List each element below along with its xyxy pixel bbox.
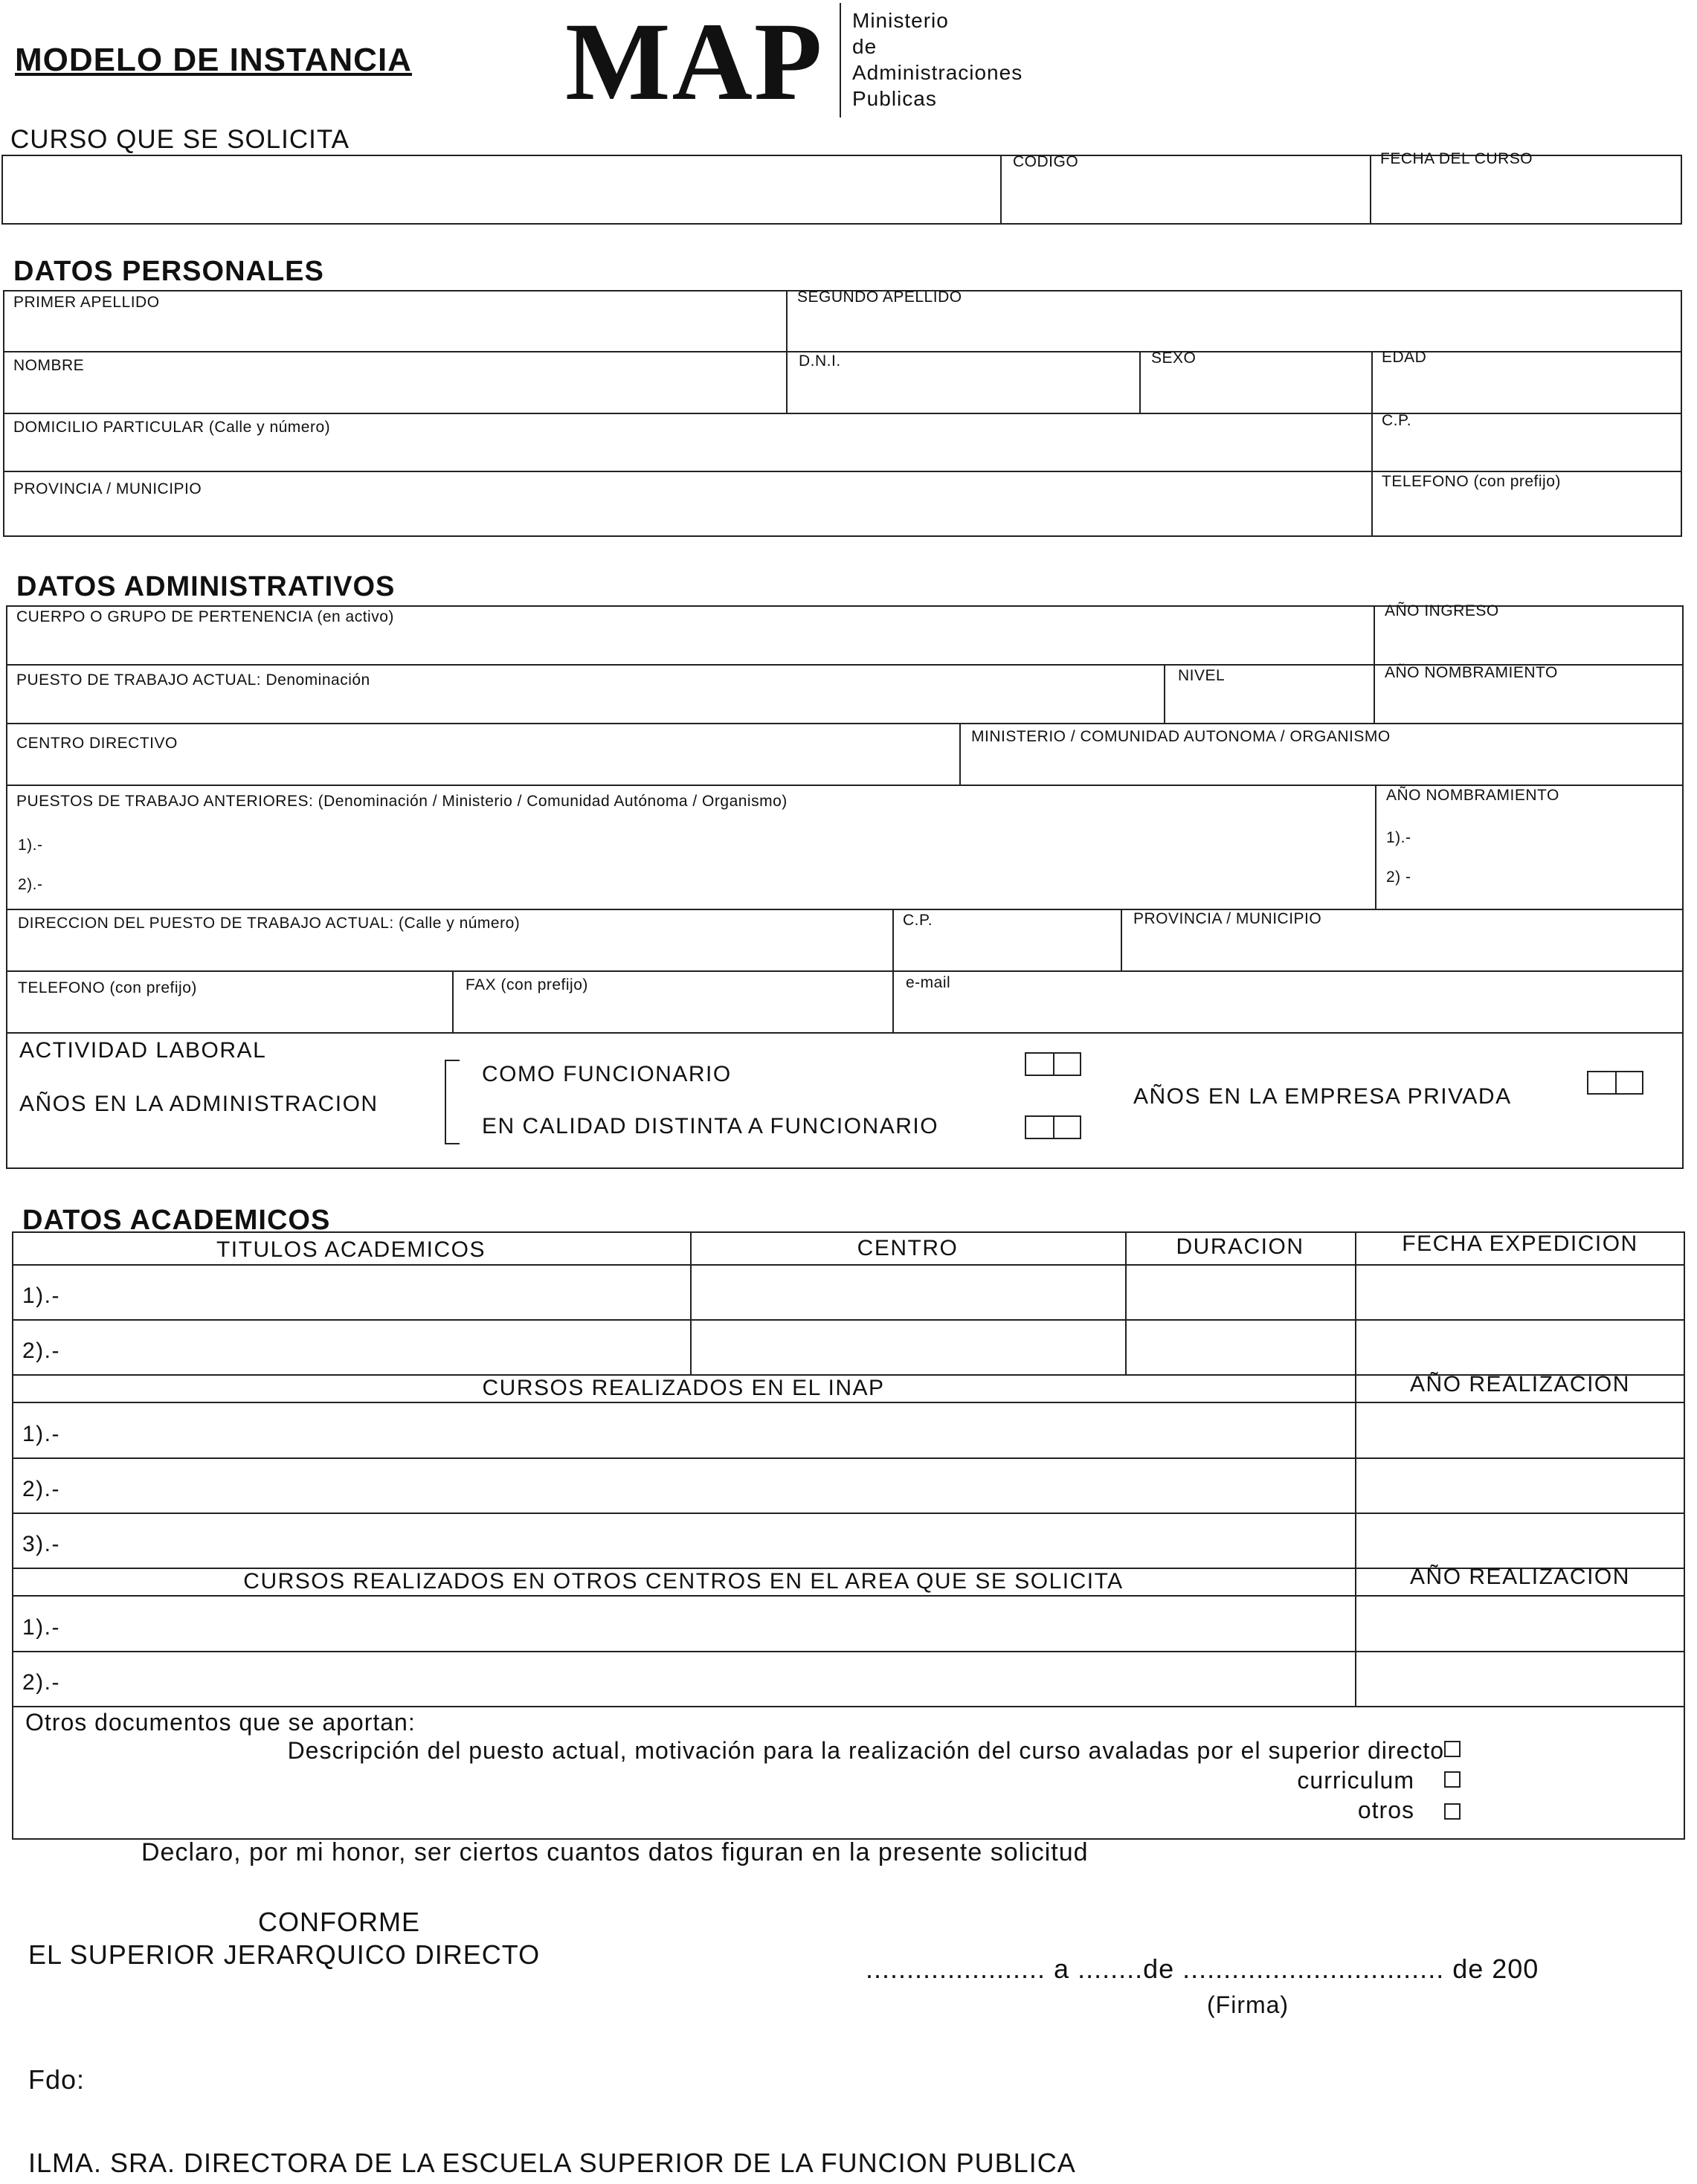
ministry-name bbox=[852, 7, 1023, 112]
ano-ingreso-input[interactable] bbox=[1382, 631, 1678, 660]
divider bbox=[12, 1402, 1685, 1403]
divider bbox=[1375, 785, 1376, 909]
fecha-curso-input[interactable] bbox=[1377, 178, 1678, 217]
superior-label: EL SUPERIOR JERARQUICO DIRECTO bbox=[28, 1939, 541, 1970]
direccion-cp-label: C.P. bbox=[903, 912, 933, 929]
divider bbox=[786, 290, 788, 413]
nombramiento-1-label: 1).- bbox=[1386, 829, 1411, 846]
actividad-laboral-label: ACTIVIDAD LABORAL bbox=[19, 1038, 267, 1063]
codigo-label: CODIGO bbox=[1013, 153, 1079, 170]
puesto-input[interactable] bbox=[13, 692, 1158, 720]
nombramiento-1-input[interactable] bbox=[1420, 822, 1676, 850]
divider bbox=[12, 1595, 1685, 1597]
ano-ingreso-label: AÑO INGRESO bbox=[1385, 602, 1499, 619]
puestos-anteriores-label: PUESTOS DE TRABAJO ANTERIORES: (Denominación / Ministerio / Comunidad Autónoma / Organismo) bbox=[16, 793, 788, 810]
domicilio-input[interactable] bbox=[10, 439, 1367, 468]
nombramiento-2-input[interactable] bbox=[1420, 861, 1676, 889]
divider bbox=[12, 1513, 1685, 1514]
divider bbox=[12, 1264, 1685, 1266]
divider bbox=[6, 785, 1684, 786]
curso-heading: CURSO QUE SE SOLICITA bbox=[10, 125, 350, 154]
otros-row-1: 1).- bbox=[22, 1615, 60, 1640]
divider bbox=[12, 1651, 1685, 1652]
inap-row-1: 1).- bbox=[22, 1422, 60, 1446]
sexo-label: SEXO bbox=[1151, 349, 1197, 367]
nombre-input[interactable] bbox=[10, 378, 779, 409]
divider bbox=[1164, 664, 1165, 723]
direccion-input[interactable] bbox=[15, 937, 888, 967]
divider bbox=[452, 970, 454, 1032]
ano-realizacion-header: AÑO REALIZACION bbox=[1410, 1372, 1630, 1397]
logo-divider bbox=[840, 3, 841, 117]
puesto-anterior-2-input[interactable] bbox=[52, 869, 1364, 897]
telefono-input[interactable] bbox=[1379, 502, 1679, 533]
edad-input[interactable] bbox=[1379, 378, 1679, 409]
puesto-anterior-1-input[interactable] bbox=[52, 829, 1364, 857]
divider bbox=[3, 351, 1682, 352]
ministry-line: Ministerio bbox=[852, 9, 949, 32]
ministerio-input[interactable] bbox=[968, 754, 1678, 782]
direccion-provincia-label: PROVINCIA / MUNICIPIO bbox=[1133, 910, 1322, 927]
divider bbox=[3, 471, 1682, 472]
codigo-input[interactable] bbox=[1008, 178, 1364, 217]
divider bbox=[12, 1319, 1685, 1321]
divider bbox=[3, 413, 1682, 414]
divider bbox=[6, 1032, 1684, 1034]
nivel-input[interactable] bbox=[1173, 692, 1368, 720]
fdo-label: Fdo: bbox=[28, 2064, 86, 2095]
nombre-label: NOMBRE bbox=[13, 357, 85, 374]
primer-apellido-label: PRIMER APELLIDO bbox=[13, 294, 160, 311]
calidad-distinta-label: EN CALIDAD DISTINTA A FUNCIONARIO bbox=[482, 1114, 939, 1138]
empresa-years-boxes[interactable] bbox=[1587, 1071, 1643, 1095]
personales-heading: DATOS PERSONALES bbox=[13, 256, 324, 287]
puesto-anterior-2-label: 2).- bbox=[18, 876, 43, 893]
ministry-line: Publicas bbox=[852, 87, 937, 110]
titulo-row-2: 2).- bbox=[22, 1339, 60, 1363]
divider bbox=[1000, 155, 1002, 225]
trabajo-telefono-label: TELEFONO (con prefijo) bbox=[18, 979, 197, 996]
cp-input[interactable] bbox=[1379, 439, 1679, 468]
page-title: MODELO DE INSTANCIA bbox=[15, 42, 412, 78]
divider bbox=[12, 1457, 1685, 1459]
administrativos-heading: DATOS ADMINISTRATIVOS bbox=[16, 571, 396, 602]
email-label: e-mail bbox=[906, 974, 951, 991]
doc-curriculum-label: curriculum bbox=[1297, 1767, 1414, 1794]
fax-label: FAX (con prefijo) bbox=[466, 976, 588, 993]
ministry-line: de bbox=[852, 35, 878, 58]
ano-realizacion-header-2: AÑO REALIZACION bbox=[1410, 1565, 1630, 1589]
divider bbox=[1370, 155, 1371, 225]
direccion-label: DIRECCION DEL PUESTO DE TRABAJO ACTUAL: (Calle y número) bbox=[18, 915, 521, 932]
col-duracion-header: DURACION bbox=[1176, 1234, 1304, 1259]
divider bbox=[1371, 351, 1373, 537]
divider bbox=[959, 723, 961, 785]
divider bbox=[6, 723, 1684, 724]
centro-directivo-input[interactable] bbox=[13, 754, 953, 782]
empresa-privada-label: AÑOS EN LA EMPRESA PRIVADA bbox=[1133, 1084, 1512, 1109]
fecha-linea: ...................... a ........de ................................ de 200 bbox=[866, 1953, 1539, 1984]
otros-documentos-label: Otros documentos que se aportan: bbox=[25, 1709, 416, 1736]
cuerpo-label: CUERPO O GRUPO DE PERTENENCIA (en activo) bbox=[16, 608, 394, 625]
inap-row-2: 2).- bbox=[22, 1477, 60, 1501]
cp-label: C.P. bbox=[1382, 412, 1412, 429]
fecha-curso-label: FECHA DEL CURSO bbox=[1380, 150, 1533, 167]
divider bbox=[6, 970, 1684, 972]
doc-curriculum-checkbox[interactable] bbox=[1444, 1771, 1461, 1788]
funcionario-years-boxes[interactable] bbox=[1025, 1052, 1081, 1076]
divider bbox=[1374, 605, 1375, 723]
segundo-apellido-label: SEGUNDO APELLIDO bbox=[797, 289, 962, 306]
domicilio-label: DOMICILIO PARTICULAR (Calle y número) bbox=[13, 419, 331, 436]
dni-input[interactable] bbox=[794, 378, 1136, 409]
direccion-provincia-input[interactable] bbox=[1129, 937, 1678, 967]
destinatario-label: ILMA. SRA. DIRECTORA DE LA ESCUELA SUPERIOR DE LA FUNCION PUBLICA bbox=[28, 2148, 1076, 2178]
ministerio-label: MINISTERIO / COMUNIDAD AUTONOMA / ORGANISMO bbox=[971, 728, 1391, 745]
provincia-input[interactable] bbox=[10, 502, 1367, 533]
col-centro-header: CENTRO bbox=[857, 1236, 959, 1260]
doc-descripcion-label: Descripción del puesto actual, motivación para la realización del curso avaladas por el superior directo bbox=[287, 1737, 1444, 1764]
como-funcionario-label: COMO FUNCIONARIO bbox=[482, 1062, 732, 1086]
inap-heading: CURSOS REALIZADOS EN EL INAP bbox=[482, 1376, 885, 1400]
ano-nombramiento-label: AÑO NOMBRAMIENTO bbox=[1385, 664, 1558, 681]
telefono-label: TELEFONO (con prefijo) bbox=[1382, 473, 1561, 490]
col-fecha-header: FECHA EXPEDICION bbox=[1402, 1231, 1638, 1256]
academicos-heading: DATOS ACADEMICOS bbox=[22, 1205, 331, 1236]
puesto-anterior-1-label: 1).- bbox=[18, 837, 43, 854]
col-titulos-header: TITULOS ACADEMICOS bbox=[216, 1237, 486, 1262]
divider bbox=[1139, 351, 1141, 413]
doc-otros-label: otros bbox=[1357, 1797, 1414, 1823]
conforme-label: CONFORME bbox=[258, 1907, 420, 1937]
trabajo-telefono-input[interactable] bbox=[15, 999, 448, 1029]
ministry-line: Administraciones bbox=[852, 61, 1023, 84]
otros-centros-heading: CURSOS REALIZADOS EN OTROS CENTROS EN EL AREA QUE SE SOLICITA bbox=[243, 1569, 1124, 1594]
doc-otros-checkbox[interactable] bbox=[1444, 1803, 1461, 1820]
doc-descripcion-checkbox[interactable] bbox=[1444, 1741, 1461, 1757]
bracket bbox=[445, 1060, 460, 1144]
otros-row-2: 2).- bbox=[22, 1670, 60, 1695]
segundo-apellido-input[interactable] bbox=[794, 316, 1675, 347]
edad-label: EDAD bbox=[1382, 349, 1427, 366]
nombramiento-2-label: 2) - bbox=[1386, 869, 1411, 886]
divider bbox=[12, 1706, 1685, 1707]
titulo-row-1: 1).- bbox=[22, 1283, 60, 1308]
declaracion-text: Declaro, por mi honor, ser ciertos cuantos datos figuran en la presente solicitud bbox=[141, 1838, 1089, 1866]
centro-directivo-label: CENTRO DIRECTIVO bbox=[16, 735, 178, 752]
direccion-cp-input[interactable] bbox=[900, 937, 1117, 967]
email-input[interactable] bbox=[901, 999, 1678, 1029]
divider bbox=[1121, 909, 1122, 970]
divider bbox=[6, 909, 1684, 910]
curso-input[interactable] bbox=[7, 178, 992, 217]
fax-input[interactable] bbox=[461, 999, 888, 1029]
dni-label: D.N.I. bbox=[799, 352, 841, 370]
firma-label: (Firma) bbox=[1207, 1991, 1289, 2018]
ano-nombramiento-anteriores-label: AÑO NOMBRAMIENTO bbox=[1386, 787, 1559, 804]
no-funcionario-years-boxes[interactable] bbox=[1025, 1115, 1081, 1139]
divider bbox=[1355, 1231, 1356, 1706]
primer-apellido-input[interactable] bbox=[10, 316, 779, 347]
sexo-input[interactable] bbox=[1148, 378, 1367, 409]
nivel-label: NIVEL bbox=[1178, 667, 1226, 684]
provincia-label: PROVINCIA / MUNICIPIO bbox=[13, 480, 202, 497]
divider bbox=[892, 909, 894, 1032]
cuerpo-input[interactable] bbox=[13, 631, 1366, 660]
puesto-label: PUESTO DE TRABAJO ACTUAL: Denominación bbox=[16, 671, 370, 689]
inap-row-3: 3).- bbox=[22, 1532, 60, 1556]
ano-nombramiento-input[interactable] bbox=[1382, 692, 1678, 720]
map-logo: MAP bbox=[565, 0, 824, 123]
anos-administracion-label: AÑOS EN LA ADMINISTRACION bbox=[19, 1092, 379, 1116]
